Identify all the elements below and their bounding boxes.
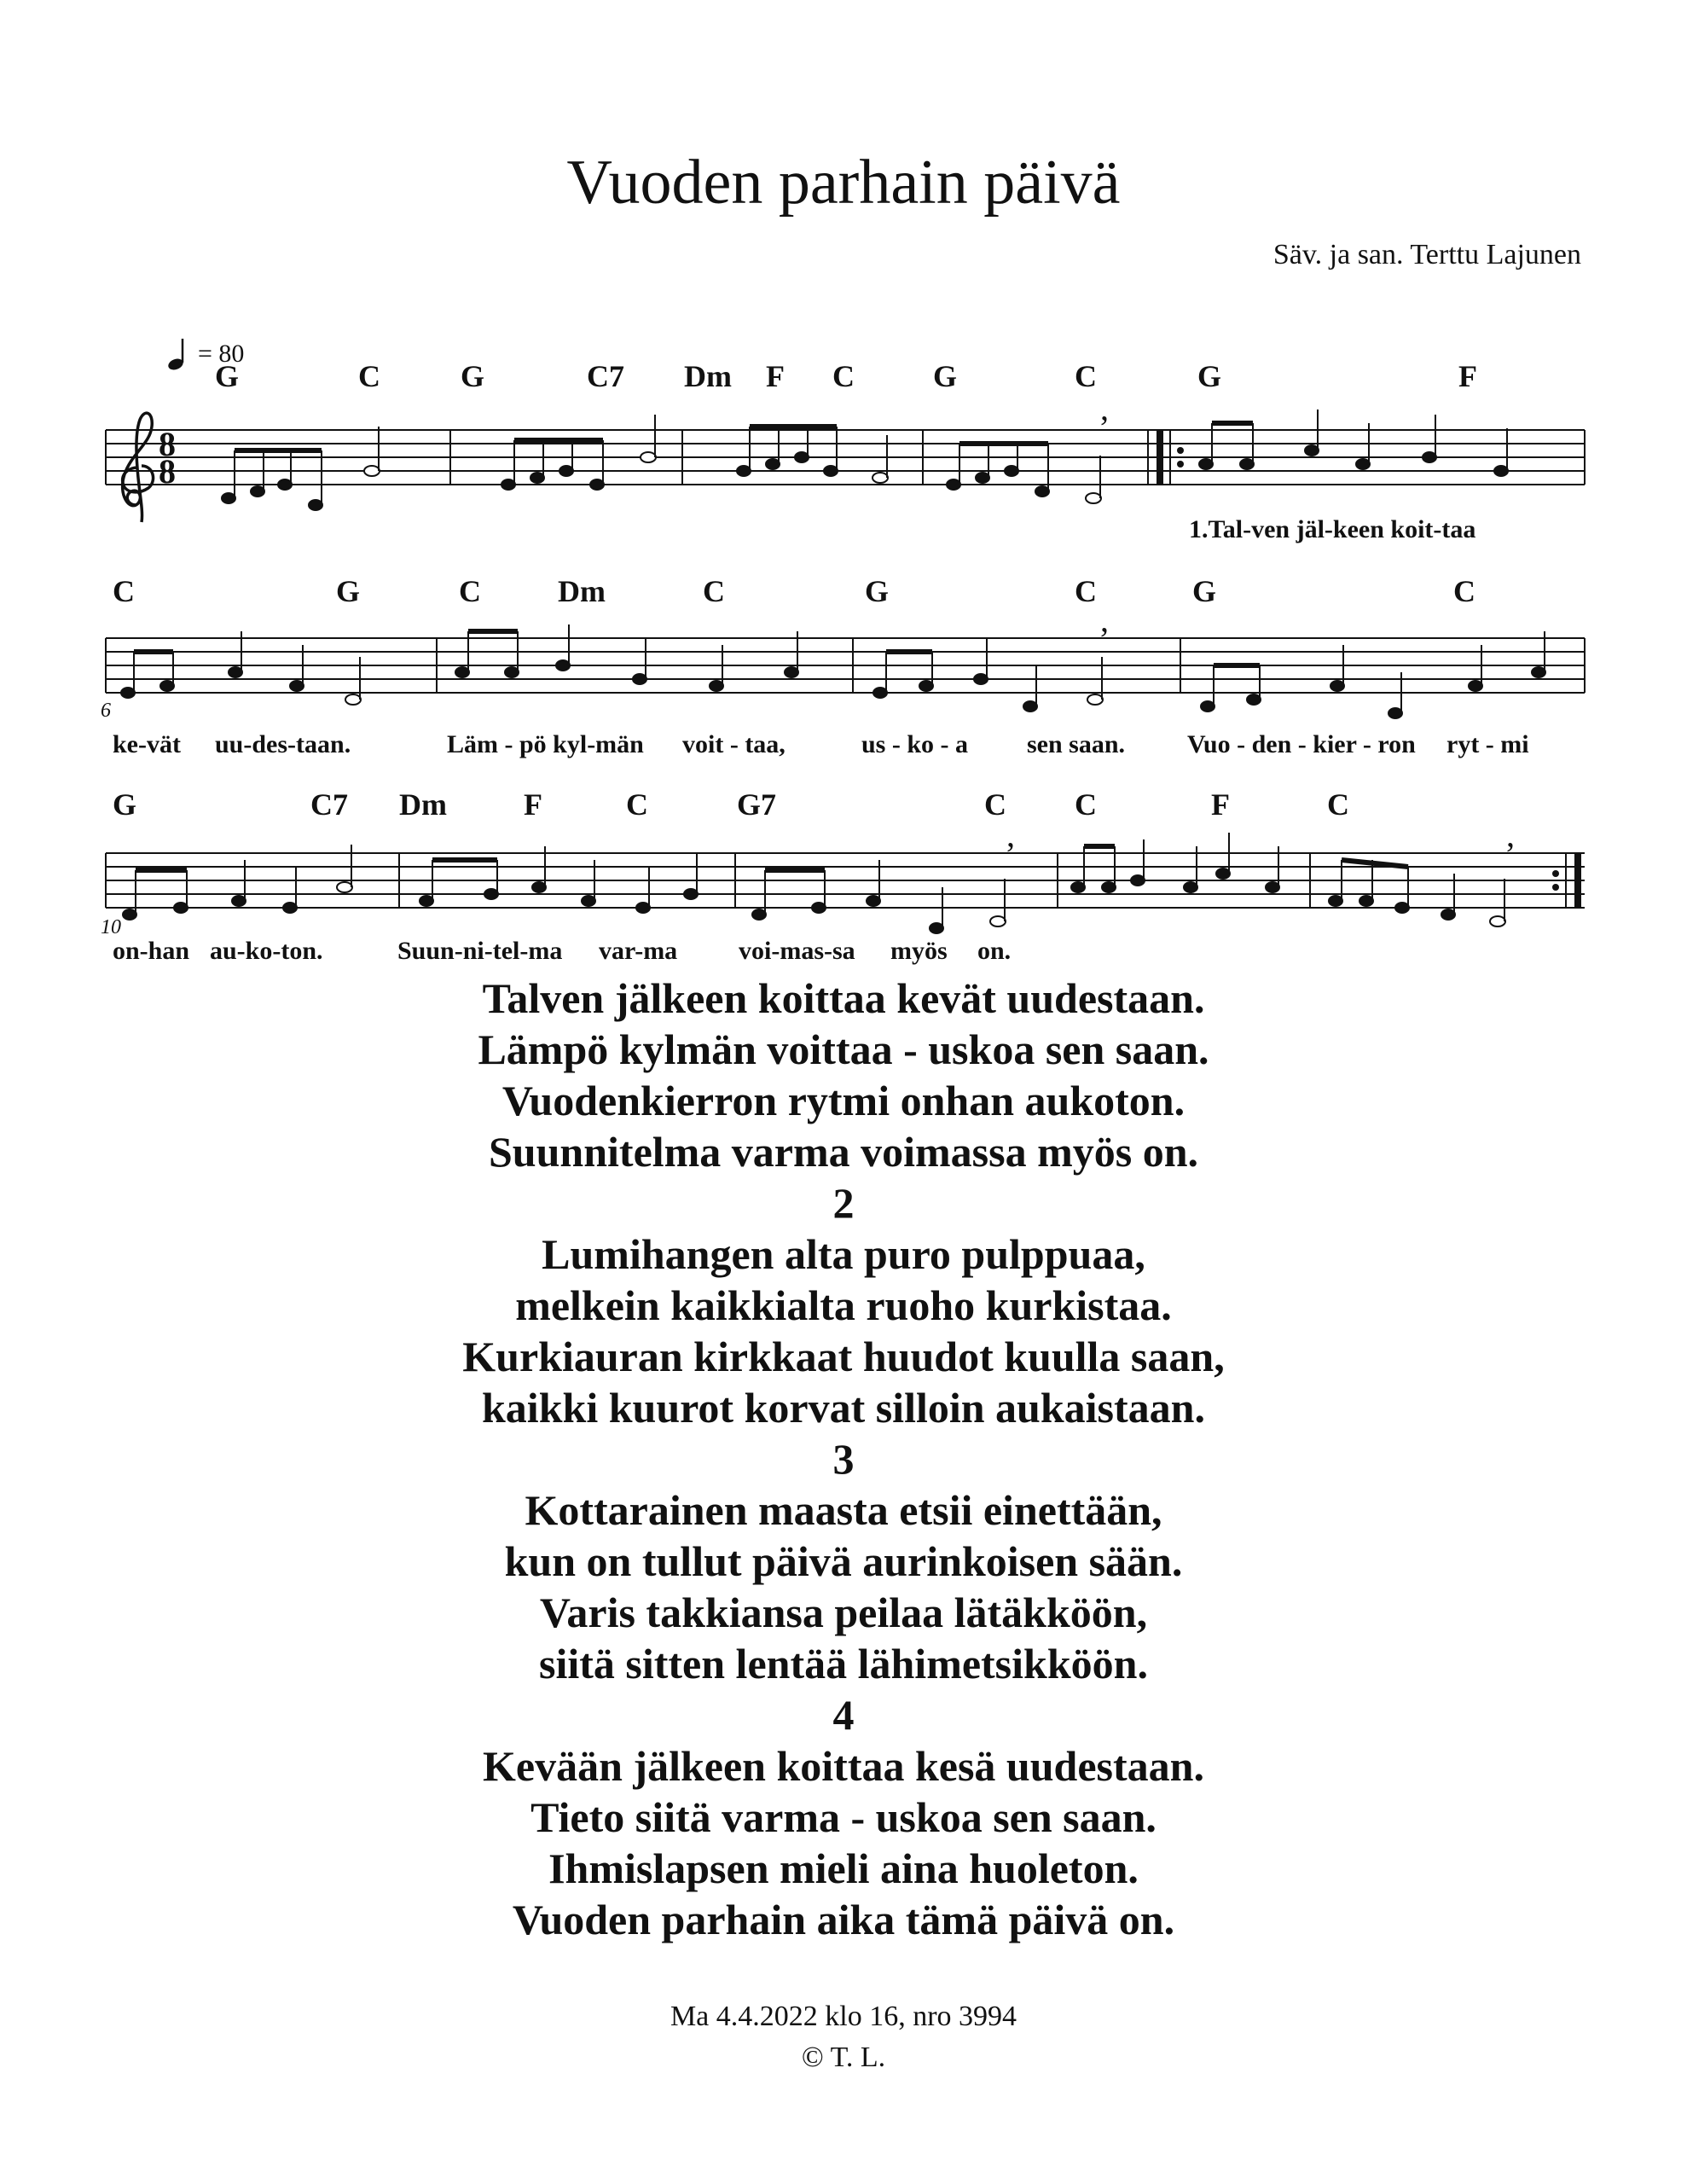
note-head: [785, 667, 798, 677]
verse-line: Kurkiauran kirkkaat huudot kuulla saan,: [462, 1333, 1225, 1380]
chord-symbol: G: [865, 574, 890, 608]
note-head-half: [1087, 694, 1103, 705]
note-head-half: [990, 916, 1006, 926]
note-head: [824, 466, 838, 476]
chord-symbol: C: [1075, 574, 1097, 608]
note-head: [160, 681, 174, 691]
lyric-syllables: Läm - pö kyl-män: [447, 730, 644, 758]
lyric-syllables: myös: [890, 937, 948, 965]
repeat-dot: [1552, 870, 1559, 877]
note-head: [590, 479, 604, 490]
verses-block: [0, 973, 1687, 1945]
note-head: [283, 903, 297, 913]
tempo-value: = 80: [198, 340, 245, 368]
note-head: [556, 660, 570, 671]
chord-symbol: F: [766, 359, 785, 393]
chord-symbol: G: [1192, 574, 1217, 608]
chord-symbol: C: [1075, 787, 1097, 822]
note-head: [930, 923, 943, 933]
chord-symbol: Dm: [684, 359, 732, 393]
note-head-half: [364, 466, 380, 476]
chord-symbol: G: [113, 787, 137, 822]
lyric-syllables: au-ko-ton.: [210, 937, 323, 965]
time-signature-top: 8: [159, 425, 176, 463]
repeat-dot: [1177, 447, 1184, 454]
chord-symbol: C: [1327, 787, 1349, 822]
footer-date: Ma 4.4.2022 klo 16, nro 3994: [670, 2001, 1017, 2032]
verse-line: Lumihangen alta puro pulppuaa,: [542, 1230, 1145, 1278]
note-head: [1356, 459, 1370, 469]
verse-line: Ihmislapsen mieli aina huoleton.: [548, 1844, 1139, 1892]
chord-symbol: C: [1075, 359, 1097, 393]
chord-symbol: Dm: [558, 574, 606, 608]
note-head: [1532, 667, 1545, 677]
note-head: [1184, 882, 1197, 892]
verse-line: kun on tullut päivä aurinkoisen sään.: [504, 1537, 1183, 1585]
note-head: [505, 667, 519, 677]
chord-symbol: G7: [737, 787, 777, 822]
verse-line: Talven jälkeen koittaa kevät uudestaan.: [482, 974, 1205, 1022]
lyric-line: 1.Tal-ven jäl-keen koit-taa: [1189, 515, 1476, 543]
note-head-half: [872, 473, 888, 483]
lyric-syllables: us - ko - a: [861, 730, 969, 758]
note-head: [812, 903, 826, 913]
note-head: [251, 486, 264, 497]
note-head-half: [641, 452, 656, 462]
lyric-syllables: on.: [977, 937, 1012, 965]
note-head: [174, 903, 188, 913]
note-head-half: [337, 882, 352, 892]
verse-line: Lämpö kylmän voittaa - uskoa sen saan.: [478, 1025, 1209, 1073]
chord-symbol: G: [1197, 359, 1222, 393]
chord-symbol: C: [113, 574, 135, 608]
song-title: Vuoden parhain päivä: [566, 148, 1121, 218]
note-head: [795, 452, 809, 462]
note-head: [1005, 466, 1018, 476]
chord-symbol: C: [984, 787, 1006, 822]
lyric-syllables: sen saan.: [1027, 730, 1126, 758]
chord-symbol: C: [703, 574, 725, 608]
lyric-syllables: voit - taa,: [682, 730, 786, 758]
verse-line: Suunnitelma varma voimassa myös on.: [488, 1128, 1199, 1176]
chord-symbol: C7: [587, 359, 624, 393]
lyric-syllables: on-han: [113, 937, 190, 965]
lyric-syllables: ke-vät: [113, 730, 181, 758]
note-head: [484, 889, 498, 899]
note-head: [455, 667, 469, 677]
verse-number: 3: [832, 1435, 855, 1483]
note-head: [1023, 701, 1037, 712]
note-head: [766, 459, 780, 469]
verse-line: siitä sitten lentää lähimetsikköön.: [539, 1640, 1148, 1687]
note-head: [636, 903, 650, 913]
verse-line: kaikki kuurot korvat silloin aukaistaan.: [482, 1384, 1205, 1432]
measure-number: 6: [101, 700, 111, 722]
note-head: [1469, 681, 1482, 691]
breath-mark: ,: [1006, 816, 1015, 854]
verse-line: Vuoden parhain aika tämä päivä on.: [512, 1896, 1175, 1943]
note-head: [633, 674, 646, 684]
note-head: [947, 479, 960, 490]
note-head-half: [345, 694, 361, 705]
chord-symbol: G: [215, 359, 240, 393]
note-head: [532, 882, 546, 892]
note-head: [1494, 466, 1508, 476]
note-head: [1359, 896, 1373, 906]
note-head: [1423, 452, 1436, 462]
repeat-start-thick-bar: [1157, 430, 1163, 485]
breath-mark: ,: [1506, 816, 1515, 854]
note-head: [121, 688, 135, 698]
verse-line: Varis takkiansa peilaa lätäkköön,: [539, 1589, 1148, 1636]
note-head-half: [1086, 493, 1101, 503]
repeat-dot: [1177, 461, 1184, 468]
note-head: [919, 681, 933, 691]
sheet-music: [0, 0, 1687, 973]
footer: [0, 1996, 1687, 2078]
note-head: [1330, 681, 1344, 691]
note-head: [1266, 882, 1279, 892]
note-head: [222, 493, 235, 503]
note-head: [1035, 486, 1049, 497]
chord-symbol: G: [336, 574, 361, 608]
note-head: [752, 909, 766, 920]
lyric-syllables: Suun-ni-tel-ma: [397, 937, 563, 965]
chord-symbol: F: [524, 787, 542, 822]
note-head: [1071, 882, 1085, 892]
note-head: [420, 896, 433, 906]
time-signature-bottom: 8: [159, 452, 176, 491]
chord-symbol: G: [461, 359, 485, 393]
note-head: [867, 896, 880, 906]
chord-symbol: F: [1211, 787, 1230, 822]
note-head: [710, 681, 723, 691]
note-head: [1102, 882, 1116, 892]
note-head: [559, 466, 573, 476]
note-head: [582, 896, 595, 906]
chord-symbol: C: [1453, 574, 1475, 608]
note-head: [737, 466, 751, 476]
verse-line: Kottarainen maasta etsii einettään,: [525, 1486, 1162, 1534]
footer-copyright: © T. L.: [801, 2042, 886, 2073]
lyric-syllables: voi-mas-sa: [739, 937, 855, 965]
note-head: [974, 674, 988, 684]
verse-line: Vuodenkierron rytmi onhan aukoton.: [501, 1077, 1186, 1124]
chord-symbol: C: [358, 359, 380, 393]
chord-symbol: G: [933, 359, 958, 393]
verse-line: melkein kaikkialta ruoho kurkistaa.: [515, 1281, 1172, 1329]
note-head: [1131, 875, 1145, 886]
note-head: [123, 909, 136, 920]
note-head: [1329, 896, 1342, 906]
note-head-half: [1490, 916, 1505, 926]
note-head: [530, 473, 544, 483]
breath-mark: ,: [1100, 601, 1109, 639]
chord-symbol: C: [832, 359, 855, 393]
chord-symbol: F: [1458, 359, 1477, 393]
note-head: [873, 688, 887, 698]
chord-symbol: C: [459, 574, 481, 608]
repeat-end-thick-bar: [1574, 853, 1581, 908]
note-head: [1201, 701, 1215, 712]
note-head: [309, 500, 322, 510]
verse-line: Tieto siitä varma - uskoa sen saan.: [530, 1793, 1157, 1841]
verse-number: 4: [832, 1691, 855, 1739]
note-head: [684, 889, 698, 899]
lyric-syllables: uu-des-taan.: [215, 730, 351, 758]
chord-symbol: C7: [310, 787, 348, 822]
note-head: [1441, 909, 1455, 920]
note-head: [1240, 459, 1254, 469]
verse-line: Kevään jälkeen koittaa kesä uudestaan.: [483, 1742, 1204, 1790]
chord-symbol: Dm: [399, 787, 447, 822]
note-head: [232, 896, 246, 906]
note-head: [1247, 694, 1261, 705]
lyric-syllables: Vuo - den - kier - ron: [1187, 730, 1416, 758]
note-head: [1199, 459, 1213, 469]
measure-number: 10: [101, 916, 121, 938]
verse-number: 2: [832, 1179, 855, 1227]
note-head: [278, 479, 292, 490]
note-head: [290, 681, 304, 691]
note-head: [229, 667, 242, 677]
chord-symbol: C: [626, 787, 648, 822]
note-head: [501, 479, 515, 490]
repeat-dot: [1552, 884, 1559, 891]
note-head: [1388, 708, 1402, 718]
lyric-syllables: ryt - mi: [1446, 730, 1529, 758]
lyric-syllables: var-ma: [599, 937, 678, 965]
composer-credit: Säv. ja san. Terttu Lajunen: [1272, 239, 1581, 270]
note-head: [1216, 868, 1230, 879]
note-head: [1305, 445, 1319, 456]
note-head: [1395, 903, 1409, 913]
note-head: [976, 473, 989, 483]
breath-mark: ,: [1100, 389, 1109, 427]
note-beam: [1342, 860, 1408, 867]
